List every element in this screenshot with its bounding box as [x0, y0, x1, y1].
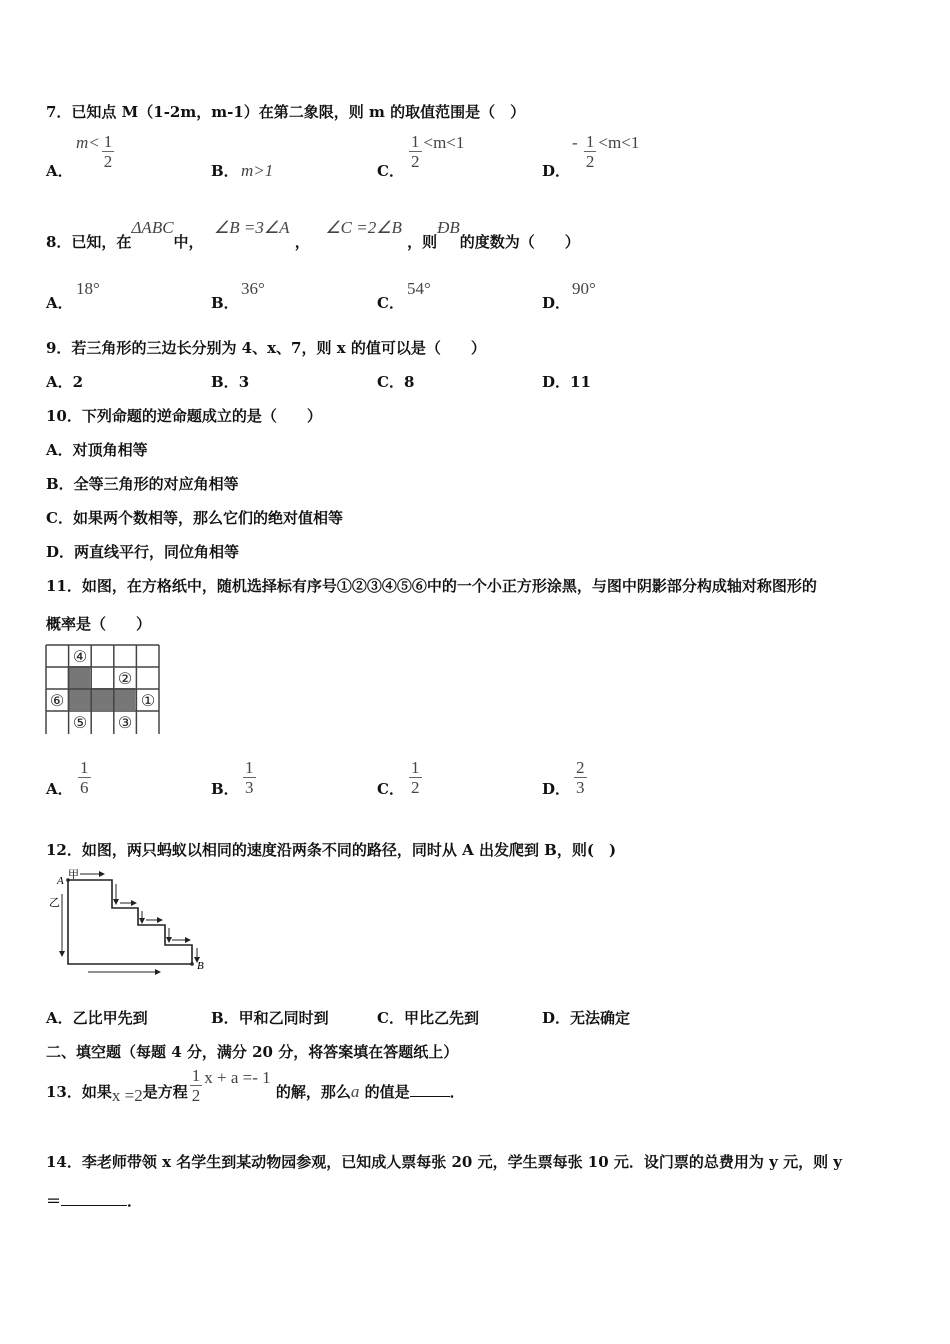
denominator: 3: [245, 778, 254, 797]
numerator: 1: [245, 758, 254, 777]
text: 的度数为（ ）: [459, 233, 580, 251]
question-14-stem: 14．李老师带领 x 名学生到某动物园参观，已知成人票每张 20 元，学生票每张 10 元．设门票的总费用为 y 元，则 y: [46, 1153, 843, 1171]
question-14-answer: [46, 1191, 142, 1211]
cell-label: ④: [72, 649, 88, 666]
fraction: [102, 132, 115, 171]
section-heading: 二、填空题（每题 4 分，满分 20 分，将答案填在答题纸上）: [46, 1043, 459, 1061]
math: m>1: [241, 161, 274, 180]
q12-option-d: D．无法确定: [542, 1009, 631, 1027]
text: 的值是: [364, 1083, 410, 1101]
denominator: 2: [411, 152, 420, 171]
option-label: C．: [377, 161, 404, 180]
q11-option-c: [377, 758, 424, 797]
cell-label: ⑤: [72, 715, 88, 732]
text: 8．已知，在: [46, 233, 132, 251]
q10-option-a: A．对顶角相等: [46, 441, 148, 459]
denominator: 2: [411, 778, 420, 797]
option-label: B．: [211, 294, 239, 312]
denominator: 2: [585, 152, 595, 171]
q7-option-c: [377, 132, 465, 180]
numerator: 2: [576, 758, 585, 777]
math: <m<1: [598, 132, 640, 152]
q8-option-b: [211, 279, 265, 313]
option-label: B．: [211, 162, 239, 180]
question-13-stem: [46, 1065, 465, 1114]
math: ΔABC: [131, 218, 174, 237]
numerator: 1: [103, 132, 113, 151]
text: ，则: [407, 233, 438, 251]
option-label: A．: [46, 161, 73, 180]
ant-yi-label: 乙: [49, 897, 60, 909]
q9-option-b: [211, 372, 249, 392]
q7-option-b: [211, 160, 273, 181]
text: ．: [127, 1192, 143, 1210]
text: 的解，那么: [275, 1083, 351, 1101]
denominator: 2: [191, 1085, 201, 1105]
cell-label: ⑥: [49, 693, 65, 710]
q11-option-b: [211, 758, 258, 797]
q8-option-c: [377, 279, 431, 313]
question-10-stem: 10．下列命题的逆命题成立的是（ ）: [46, 407, 322, 425]
option-label: D．: [542, 373, 571, 391]
numerator: 1: [80, 758, 89, 777]
question-9-stem: 9．若三角形的三边长分别为 4、x、7，则 x 的值可以是（ ）: [46, 339, 486, 357]
option-label: A．: [46, 779, 73, 798]
q11-option-d: [542, 758, 589, 797]
denominator: 6: [80, 778, 89, 797]
option-text: 2: [72, 373, 84, 391]
direction-arrows: [62, 874, 197, 972]
math: 18°: [76, 279, 100, 298]
math: -: [572, 132, 582, 152]
text: 中，: [173, 233, 204, 251]
option-label: D．: [542, 779, 571, 798]
shaded-cell: [68, 666, 91, 688]
question-7-stem: 7．已知点 M（1-2m，m-1）在第二象限，则 m 的取值范围是（ ）: [46, 103, 526, 121]
math: ÐB: [437, 218, 460, 237]
numerator: 1: [585, 132, 595, 151]
text: 13．如果: [46, 1083, 112, 1101]
q10-option-c: C．如果两个数相等，那么它们的绝对值相等: [46, 509, 343, 527]
fraction: [574, 758, 587, 797]
question-11-stem-cont: 概率是（ ）: [46, 615, 152, 633]
fraction: [409, 132, 422, 171]
point-a-label: A: [57, 875, 64, 887]
math: ∠C =2∠B: [325, 218, 402, 237]
shaded-cell: [68, 688, 136, 710]
question-11-stem: 11．如图，在方格纸中，随机选择标有序号①②③④⑤⑥中的一个小正方形涂黑，与图中阴影部分构成轴对称图形的: [46, 577, 817, 595]
math: x + a =- 1: [204, 1068, 271, 1087]
path-outline: [68, 880, 192, 964]
fraction: [78, 758, 91, 797]
grid-figure: [45, 644, 161, 736]
cell-label: ①: [140, 693, 156, 710]
grid-lines: [46, 645, 159, 734]
q12-option-b: B．甲和乙同时到: [211, 1009, 329, 1027]
fraction: [190, 1066, 203, 1105]
option-label: A．: [46, 373, 73, 391]
answer-blank[interactable]: [61, 1205, 127, 1206]
q10-option-d: D．两直线平行，同位角相等: [46, 543, 240, 561]
option-text: 3: [238, 373, 250, 391]
ant-jia-label: 甲: [68, 869, 79, 881]
q12-option-a: A．乙比甲先到: [46, 1009, 148, 1027]
q7-option-a: [46, 132, 116, 180]
text: 是方程: [142, 1083, 188, 1101]
option-label: B．: [211, 779, 239, 798]
cell-label: ②: [117, 671, 133, 688]
fraction: [243, 758, 256, 797]
question-12-stem: 12．如图，两只蚂蚁以相同的速度沿两条不同的路径，同时从 A 出发爬到 B，则( ): [46, 841, 617, 859]
option-label: B．: [211, 373, 239, 391]
numerator: 1: [411, 758, 420, 777]
q9-option-d: [542, 372, 591, 392]
denominator: 2: [103, 152, 113, 171]
q12-option-c: C．甲比乙先到: [377, 1009, 479, 1027]
option-label: A．: [46, 294, 73, 312]
option-text: 8: [403, 373, 415, 391]
q9-option-a: [46, 372, 83, 392]
question-8-stem: [46, 218, 580, 252]
option-label: C．: [377, 373, 404, 391]
answer-blank[interactable]: [410, 1096, 450, 1097]
q7-option-d: [542, 132, 640, 180]
text: ．: [449, 1083, 465, 1101]
fraction: [584, 132, 597, 171]
option-label: C．: [377, 779, 404, 798]
q8-option-d: [542, 279, 596, 313]
option-text: 11: [570, 373, 591, 391]
ant-path-figure: [40, 868, 220, 978]
q9-option-c: [377, 372, 414, 392]
q8-option-a: [46, 279, 100, 313]
math: <m<1: [423, 132, 465, 152]
fraction: [409, 758, 422, 797]
math: 90°: [572, 279, 596, 298]
q10-option-b: B．全等三角形的对应角相等: [46, 475, 239, 493]
math: x =2: [111, 1086, 143, 1105]
point-b-label: B: [197, 960, 204, 972]
q11-option-a: [46, 758, 93, 797]
cell-label: ③: [117, 715, 133, 732]
math: 36°: [241, 279, 265, 298]
option-label: D．: [542, 161, 571, 180]
math: a: [350, 1082, 360, 1101]
option-label: C．: [377, 294, 404, 312]
numerator: 1: [191, 1065, 201, 1085]
option-label: D．: [542, 294, 571, 312]
math: m<: [76, 132, 100, 152]
denominator: 3: [576, 778, 585, 797]
text: ＝: [46, 1192, 62, 1210]
math: ∠B =3∠A: [214, 218, 290, 237]
text: ，: [294, 233, 310, 251]
math: 54°: [407, 279, 431, 298]
numerator: 1: [411, 132, 420, 151]
